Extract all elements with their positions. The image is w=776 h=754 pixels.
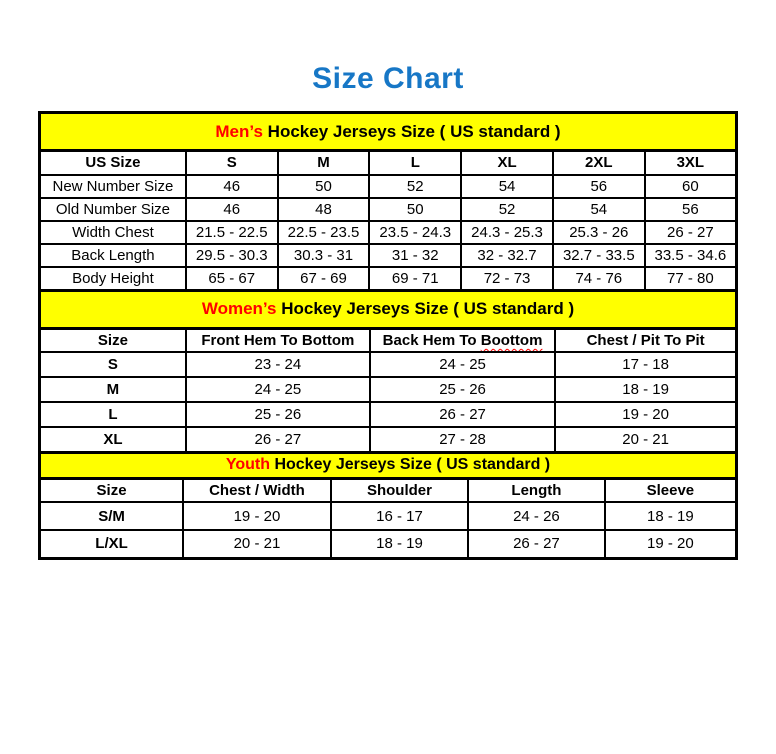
column-header: S — [186, 151, 278, 175]
womens-size-table — [38, 289, 738, 454]
column-header: 2XL — [553, 151, 645, 175]
cell: 32 - 32.7 — [461, 244, 553, 267]
cell: 56 — [553, 175, 645, 198]
cell: 54 — [553, 198, 645, 221]
cell: 32.7 - 33.5 — [553, 244, 645, 267]
page-title: Size Chart — [312, 62, 464, 95]
cell: 54 — [461, 175, 553, 198]
cell: 17 - 18 — [555, 352, 736, 377]
womens-banner-row — [40, 290, 737, 328]
youth-banner-highlight: Youth — [225, 456, 270, 473]
cell: 19 - 20 — [605, 530, 737, 558]
column-header: 3XL — [645, 151, 737, 175]
cell: 52 — [461, 198, 553, 221]
cell: 69 - 71 — [369, 267, 461, 291]
cell: 77 - 80 — [645, 267, 737, 291]
table-row — [40, 402, 737, 427]
cell: 26 - 27 — [370, 402, 555, 427]
cell: 72 - 73 — [461, 267, 553, 291]
youth-size-table — [38, 451, 738, 560]
table-row — [40, 198, 737, 221]
column-header: Front Hem To Bottom — [186, 328, 370, 352]
womens-header-row — [40, 328, 737, 352]
youth-banner-row — [40, 452, 737, 478]
mens-header-row — [40, 151, 737, 175]
cell: 20 - 21 — [183, 530, 331, 558]
cell: 29.5 - 30.3 — [186, 244, 278, 267]
cell: 56 — [645, 198, 737, 221]
table-row — [40, 175, 737, 198]
row-label: M — [40, 377, 186, 402]
table-row — [40, 377, 737, 402]
row-label: L/XL — [40, 530, 184, 558]
mens-section-banner — [40, 113, 737, 151]
column-header: Shoulder — [331, 478, 468, 502]
table-row — [40, 530, 737, 558]
column-header: Size — [40, 328, 186, 352]
column-header-prefix: Back Hem To — [382, 331, 481, 349]
column-header-misspelled — [370, 328, 555, 352]
table-row — [40, 244, 737, 267]
row-label: New Number Size — [40, 175, 186, 198]
cell: 16 - 17 — [331, 502, 468, 530]
womens-banner-text: Hockey Jerseys Size ( US standard ) — [281, 299, 575, 318]
cell: 22.5 - 23.5 — [278, 221, 370, 244]
column-header: M — [278, 151, 370, 175]
mens-size-table — [38, 111, 738, 292]
cell: 23 - 24 — [186, 352, 370, 377]
row-label: S — [40, 352, 186, 377]
cell: 23.5 - 24.3 — [369, 221, 461, 244]
cell: 20 - 21 — [555, 427, 736, 452]
table-row — [40, 267, 737, 291]
column-header: US Size — [40, 151, 186, 175]
youth-header-row — [40, 478, 737, 502]
row-label: Width Chest — [40, 221, 186, 244]
cell: 31 - 32 — [369, 244, 461, 267]
cell: 46 — [186, 198, 278, 221]
cell: 18 - 19 — [555, 377, 736, 402]
column-header: XL — [461, 151, 553, 175]
womens-section-banner — [40, 290, 737, 328]
size-chart-page — [0, 62, 776, 560]
row-label: Body Height — [40, 267, 186, 291]
column-header: L — [369, 151, 461, 175]
size-chart-tables — [38, 111, 738, 560]
mens-banner-text: Hockey Jerseys Size ( US standard ) — [267, 121, 561, 141]
cell: 18 - 19 — [605, 502, 737, 530]
column-header: Chest / Width — [183, 478, 331, 502]
cell: 24 - 25 — [186, 377, 370, 402]
cell: 19 - 20 — [555, 402, 736, 427]
row-label: S/M — [40, 502, 184, 530]
column-header: Sleeve — [605, 478, 737, 502]
youth-section-banner — [40, 452, 737, 478]
table-row — [40, 427, 737, 452]
cell: 74 - 76 — [553, 267, 645, 291]
cell: 65 - 67 — [186, 267, 278, 291]
cell: 25 - 26 — [186, 402, 370, 427]
cell: 48 — [278, 198, 370, 221]
cell: 50 — [369, 198, 461, 221]
mens-banner-highlight: Men’s — [215, 121, 263, 141]
cell: 26 - 27 — [186, 427, 370, 452]
cell: 67 - 69 — [278, 267, 370, 291]
youth-banner-text: Hockey Jerseys Size ( US standard ) — [274, 456, 551, 473]
womens-banner-highlight: Women’s — [201, 299, 277, 318]
cell: 50 — [278, 175, 370, 198]
cell: 18 - 19 — [331, 530, 468, 558]
cell: 33.5 - 34.6 — [645, 244, 737, 267]
cell: 25 - 26 — [370, 377, 555, 402]
cell: 25.3 - 26 — [553, 221, 645, 244]
table-row — [40, 221, 737, 244]
row-label: XL — [40, 427, 186, 452]
cell: 60 — [645, 175, 737, 198]
table-row — [40, 352, 737, 377]
cell: 26 - 27 — [468, 530, 605, 558]
cell: 26 - 27 — [645, 221, 737, 244]
cell: 19 - 20 — [183, 502, 331, 530]
column-header: Length — [468, 478, 605, 502]
table-row — [40, 502, 737, 530]
cell: 46 — [186, 175, 278, 198]
cell: 24 - 26 — [468, 502, 605, 530]
cell: 24.3 - 25.3 — [461, 221, 553, 244]
cell: 24 - 25 — [370, 352, 555, 377]
row-label: Back Length — [40, 244, 186, 267]
cell: 21.5 - 22.5 — [186, 221, 278, 244]
spellcheck-squiggle-word: Boottom — [480, 331, 543, 349]
row-label: Old Number Size — [40, 198, 186, 221]
cell: 52 — [369, 175, 461, 198]
cell: 30.3 - 31 — [278, 244, 370, 267]
column-header: Chest / Pit To Pit — [555, 328, 736, 352]
row-label: L — [40, 402, 186, 427]
cell: 27 - 28 — [370, 427, 555, 452]
mens-banner-row — [40, 113, 737, 151]
column-header: Size — [40, 478, 184, 502]
